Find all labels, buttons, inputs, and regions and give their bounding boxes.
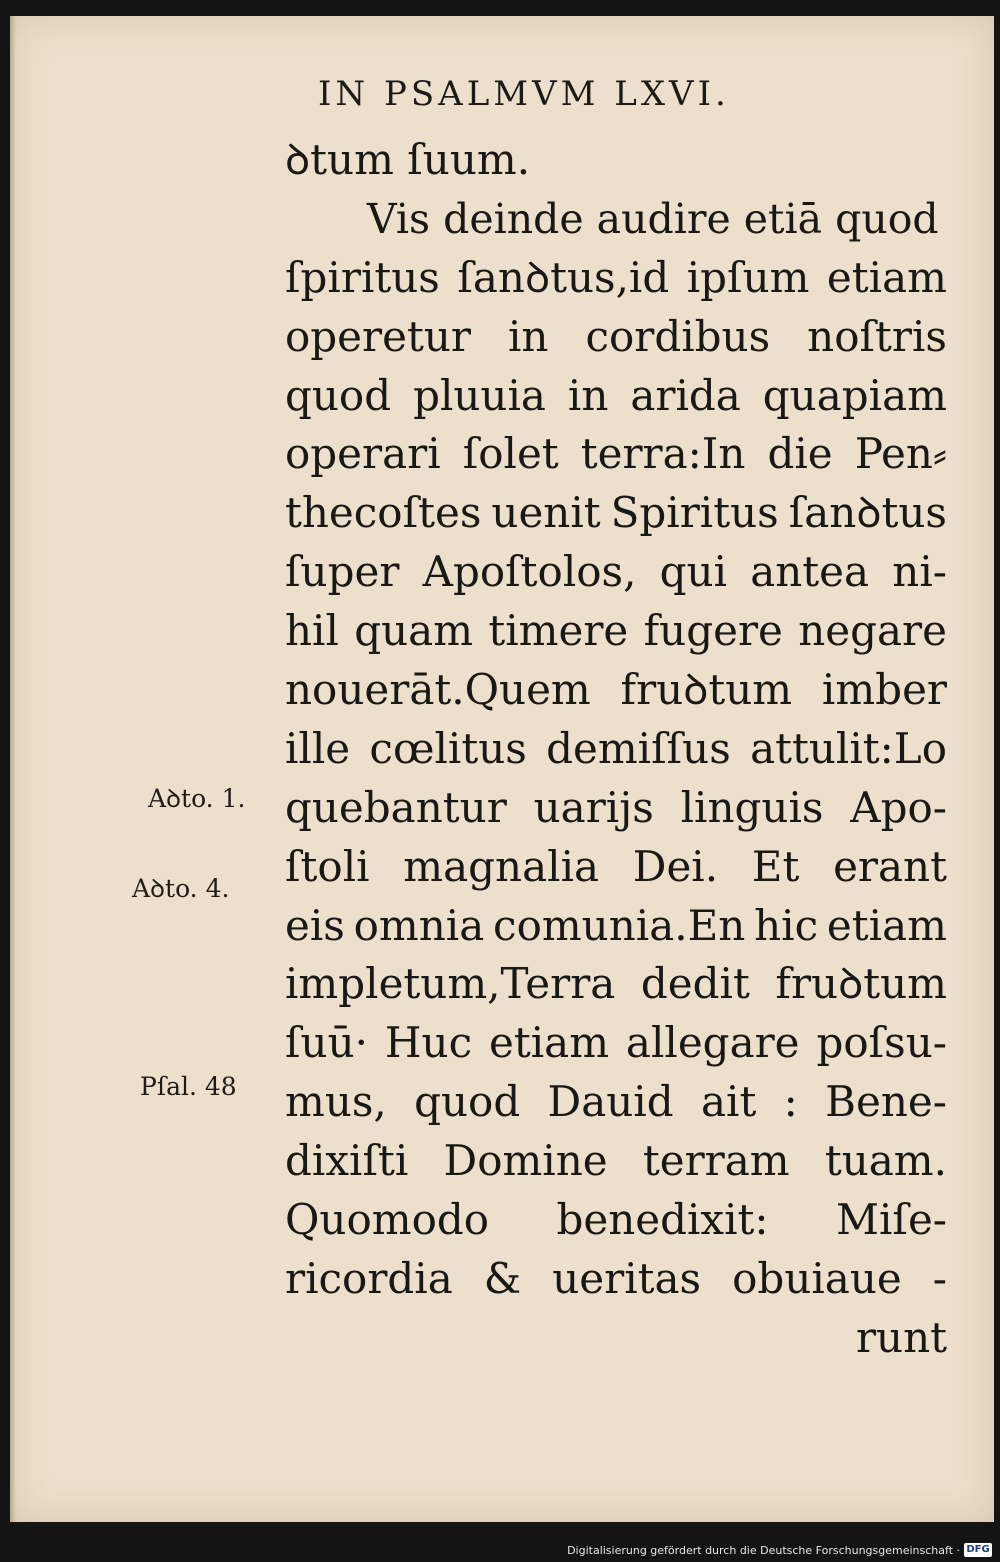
word: imber [821, 665, 947, 715]
word: ni- [892, 547, 947, 597]
word: quapiam [762, 370, 947, 420]
word: thecoſtes [285, 488, 482, 538]
word: quod [414, 1077, 521, 1127]
text-line-content: ꝺtum ſuum. [285, 135, 531, 184]
word: mus, [285, 1077, 387, 1127]
word: ſanꝺtus [788, 488, 947, 538]
word: comunia.En [493, 900, 746, 950]
word: poſsu- [816, 1018, 947, 1068]
catchword-line [285, 1309, 947, 1368]
word: ſanꝺtus,id [457, 252, 670, 302]
word: in [567, 370, 609, 420]
text-line [285, 602, 947, 661]
running-header: IN PSALMVM LXVI. [318, 74, 730, 114]
word: ſpiritus [285, 252, 440, 302]
text-line [285, 838, 947, 897]
text-line [285, 249, 947, 308]
word: ſolet [462, 429, 559, 479]
text-line [285, 308, 947, 367]
word: Dei. [632, 841, 719, 891]
word: Apoſtolos, [422, 547, 637, 597]
text-line [285, 1250, 947, 1309]
word: uenit [491, 488, 601, 538]
word: obuiaue [732, 1253, 902, 1303]
text-line [285, 425, 947, 484]
word: ricordia [285, 1253, 453, 1303]
word: benedixit: [556, 1195, 769, 1245]
word: quod [285, 370, 392, 420]
word: quam [354, 606, 474, 656]
word: erant [833, 841, 947, 891]
word: ipſum [686, 252, 810, 302]
word: Bene- [825, 1077, 947, 1127]
word: Et [751, 841, 800, 891]
word: pluuia [413, 370, 546, 420]
text-line [285, 1014, 947, 1073]
word: Huc [384, 1018, 473, 1068]
word: antea [750, 547, 870, 597]
margin-note-acto-4: Aꝺto. 4. [132, 874, 230, 903]
word: negare [798, 606, 947, 656]
text-line [285, 720, 947, 779]
word: demiſſus [546, 723, 731, 773]
book-page [10, 16, 994, 1522]
word: Domine [443, 1136, 608, 1186]
word: ait [700, 1077, 757, 1127]
text-line [285, 1132, 947, 1191]
word: timere [488, 606, 629, 656]
word: etiam [826, 900, 947, 950]
word: fruꝺtum [620, 665, 793, 715]
text-line [285, 955, 947, 1014]
word: terra:In [580, 429, 746, 479]
word: fruꝺtum [775, 959, 947, 1009]
page-edge [10, 16, 16, 1522]
text-line [285, 661, 947, 720]
word: ſuū· [285, 1018, 368, 1068]
word: attulit:Lo [750, 723, 947, 773]
text-line [285, 367, 947, 426]
dfg-logo: DFG [964, 1543, 992, 1557]
text-line [285, 190, 947, 249]
word: eis [285, 900, 345, 950]
word: impletum,Terra [285, 959, 616, 1009]
word: allegare [625, 1018, 800, 1068]
word: : [783, 1077, 798, 1127]
word: tuam. [824, 1136, 947, 1186]
margin-note-psal-48: Pſal. 48 [140, 1072, 237, 1101]
word: fugere [643, 606, 783, 656]
word: uarijs [533, 782, 654, 832]
digitization-credit: Digitalisierung gefördert durch die Deutsche Forschungsgemeinschaft · [567, 1544, 960, 1557]
word: operari [285, 429, 441, 479]
word: etiam [826, 252, 947, 302]
text-line [285, 484, 947, 543]
word: in [507, 311, 549, 361]
word: die [767, 429, 833, 479]
word: cœlitus [369, 723, 527, 773]
text-line [285, 1191, 947, 1250]
word: Dauid [547, 1077, 674, 1127]
word: omnia [353, 900, 485, 950]
word: cordibus [585, 311, 771, 361]
word: - [932, 1253, 947, 1303]
text-line [285, 779, 947, 838]
word: linguis [680, 782, 824, 832]
text-line [285, 897, 947, 956]
word: qui [659, 547, 728, 597]
word: ſuper [285, 547, 400, 597]
text-line [285, 543, 947, 602]
text-line-content: Vis deinde audire etiā quod [367, 194, 939, 243]
body-text [285, 131, 947, 1368]
word: arida [630, 370, 741, 420]
word: dedit [640, 959, 750, 1009]
word: ſtoli [285, 841, 370, 891]
catchword: runt [855, 1312, 947, 1362]
word: operetur [285, 311, 471, 361]
word: Pen⸗ [854, 429, 947, 479]
word: etiam [488, 1018, 610, 1068]
word: dixiſti [285, 1136, 409, 1186]
word: Quomodo [285, 1195, 490, 1245]
word: quebantur [285, 782, 507, 832]
text-line [285, 131, 947, 190]
text-line [285, 1073, 947, 1132]
word: ille [285, 723, 351, 773]
word: & [483, 1253, 522, 1303]
word: hic [754, 900, 819, 950]
word: Spiritus [610, 488, 779, 538]
word: ueritas [552, 1253, 702, 1303]
word: magnalia [403, 841, 600, 891]
word: noſtris [807, 311, 947, 361]
word: hil [285, 606, 339, 656]
word: Miſe- [835, 1195, 947, 1245]
word: nouerāt.Quem [285, 665, 591, 715]
word: Apo- [850, 782, 947, 832]
word: terram [642, 1136, 790, 1186]
margin-note-acto-1: Aꝺto. 1. [148, 784, 246, 813]
